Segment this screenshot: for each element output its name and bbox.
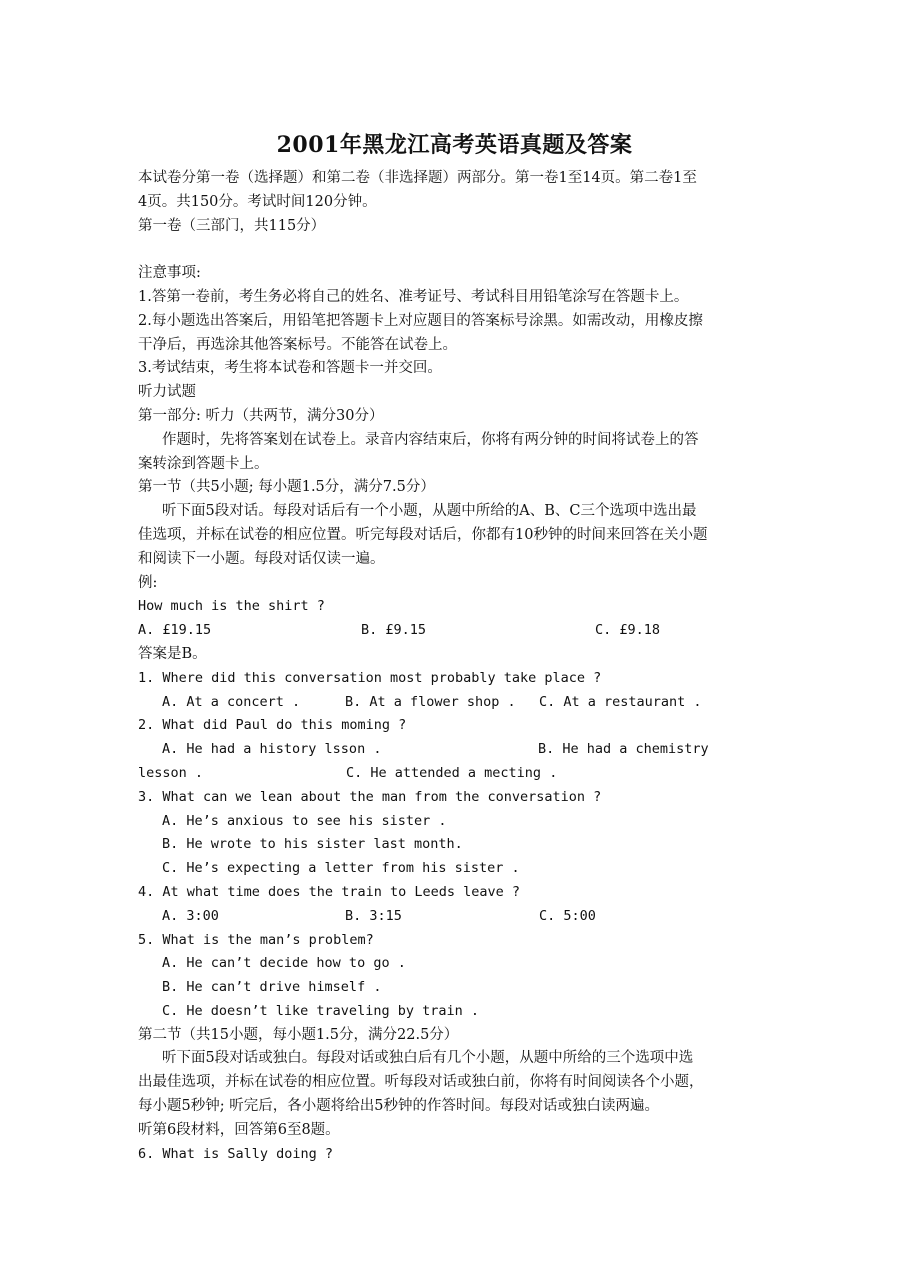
part1-heading: 第一部分: 听力（共两节，满分30分） [138,407,384,424]
note-item: 1.答第一卷前，考生务必将自己的姓名、准考证号、考试科目用铅笔涂写在答题卡上。 [138,288,689,305]
part1-instruction: 案转涂到答题卡上。 [138,455,269,472]
intro-line: 4页。共150分。考试时间120分钟。 [138,193,377,210]
option-b: B. He wrote to his sister last month. [162,836,463,853]
material-6-heading: 听第6段材料，回答第6至8题。 [138,1121,340,1138]
option-c: C. He attended a mecting . [346,764,558,781]
option-b: B. He had a chemistry [538,741,709,758]
option-a: A. £19.15 [138,622,212,639]
part1-instruction: 作题时，先将答案划在试卷上。录音内容结束后，你将有两分钟的时间将试卷上的答 [162,431,699,448]
example-label: 例: [138,574,158,591]
question-4: 4. At what time does the train to Leeds leave ? [138,883,521,900]
option-c: C. At a restaurant . [539,693,702,710]
listening-heading: 听力试题 [138,384,196,401]
option-a: A. He can’t decide how to go . [162,955,406,972]
question-2: 2. What did Paul do this moming ? [138,717,407,734]
option-b: B. 3:15 [345,907,402,924]
section1-heading: 第一节（共5小题; 每小题1.5分，满分7.5分） [138,479,435,496]
section1-instruction: 听下面5段对话。每段对话后有一个小题，从题中所给的A、B、C三个选项中选出最 [162,503,697,520]
section2-instruction: 出最佳选项，并标在试卷的相应位置。听每段对话或独白前，你将有时间阅读各个小题， [138,1074,704,1091]
example-question: How much is the shirt ? [138,598,325,615]
spacer [138,238,778,262]
section1-instruction: 和阅读下一小题。每段对话仅读一遍。 [138,550,385,567]
section2-heading: 第二节（共15小题，每小题1.5分，满分22.5分） [138,1026,459,1043]
section2-instruction: 每小题5秒钟; 听完后，各小题将给出5秒钟的作答时间。每段对话或独白读两遍。 [138,1098,659,1115]
document-body [138,167,778,1166]
option-a: A. 3:00 [162,907,219,924]
option-c: C. £9.18 [595,622,661,639]
option-b-cont: lesson . [138,764,204,781]
option-c: C. He’s expecting a letter from his sister . [162,860,520,877]
note-item: 干净后，再选涂其他答案标号。不能答在试卷上。 [138,336,457,353]
section1-instruction: 佳选项，并标在试卷的相应位置。听完每段对话后，你都有10秒钟的时间来回答在关小题 [138,526,708,543]
example-answer: 答案是B。 [138,645,207,662]
option-a: A. He’s anxious to see his sister . [162,812,447,829]
option-c: C. He doesn’t like traveling by train . [162,1002,479,1019]
example-options [138,619,778,643]
option-a: A. At a concert . [162,693,301,710]
option-b: B. At a flower shop . [345,693,516,710]
question-5: 5. What is the man’s problem? [138,931,374,948]
page-title: 2001年黑龙江高考英语真题及答案 [276,132,633,158]
option-b: B. £9.15 [361,622,427,639]
option-c: C. 5:00 [539,907,596,924]
intro-line: 第一卷（三部门，共115分） [138,217,326,234]
notes-heading: 注意事项: [138,265,201,282]
question-2-options-cont [138,762,778,786]
intro-line: 本试卷分第一卷（选择题）和第二卷（非选择题）两部分。第一卷1至14页。第二卷1至 [138,170,697,186]
section2-instruction: 听下面5段对话或独白。每段对话或独白后有几个小题，从题中所给的三个选项中选 [162,1050,694,1067]
note-item: 2.每小题选出答案后，用铅笔把答题卡上对应题目的答案标号涂黑。如需改动，用橡皮擦 [138,312,703,329]
question-1: 1. Where did this conversation most probably take place ? [138,669,602,686]
question-3: 3. What can we lean about the man from the conversation ? [138,788,602,805]
option-a: A. He had a history lsson . [162,741,382,758]
note-item: 3.考试结束，考生将本试卷和答题卡一并交回。 [138,360,442,377]
question-4-options [138,905,778,929]
question-2-options [138,738,778,762]
question-1-options [138,691,778,715]
option-b: B. He can’t drive himself . [162,979,382,996]
question-6: 6. What is Sally doing ? [138,1145,334,1162]
